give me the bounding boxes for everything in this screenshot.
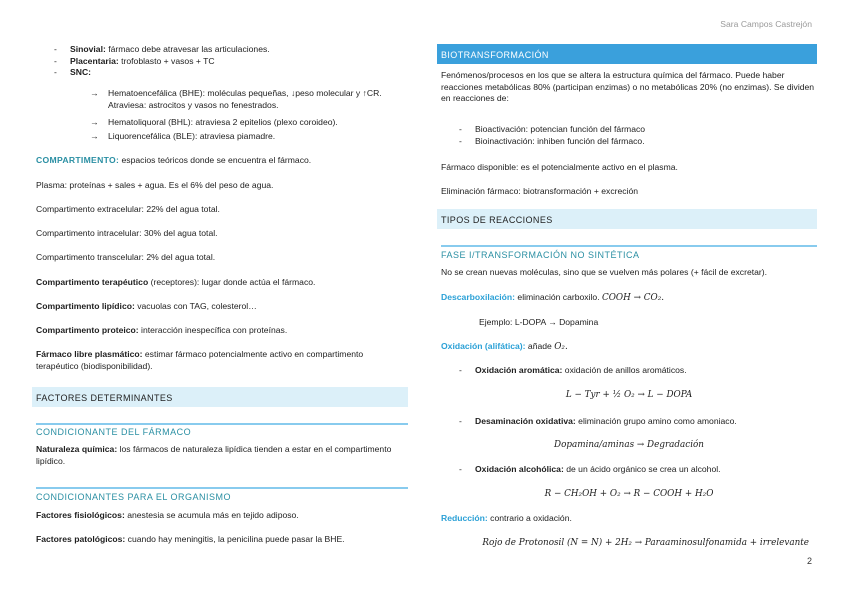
- lipidico-text: Compartimento lipídico: vacuolas con TAG, colesterol…: [36, 301, 257, 311]
- list-item: - Placentaria: trofoblasto + vasos + TC: [54, 56, 406, 68]
- list-item: - SNC:: [54, 67, 406, 79]
- fase1-text: No se crean nuevas moléculas, sino que se vuelven más polares (+ fácil de excretar).: [441, 267, 768, 277]
- compartimento-def: COMPARTIMENTO: espacios teóricos donde se encuentra el fármaco.: [36, 155, 312, 165]
- reacciones-list: [459, 124, 817, 147]
- tipos-heading: TIPOS DE REACCIONES: [437, 209, 817, 229]
- list-item: - Bioinactivación: inhiben función del fármaco.: [459, 136, 817, 148]
- arrow-icon: →: [90, 117, 99, 127]
- list-item: - Oxidación aromática: oxidación de anillos aromáticos.: [459, 365, 817, 377]
- page-number: 2: [806, 556, 812, 566]
- proteico-text: Compartimento proteico: interacción inespecífica con proteínas.: [36, 325, 288, 335]
- list-item: - Bioactivación: potencian función del fármaco: [459, 124, 817, 136]
- oxidacion-text: Oxidación (alifática): añade O₂.: [441, 341, 568, 352]
- patologicos-text: Factores patológicos: cuando hay meningitis, la penicilina puede pasar la BHE.: [36, 534, 345, 544]
- terapeutico-text: Compartimento terapéutico (receptores): lugar donde actúa el fármaco.: [36, 277, 316, 287]
- list-item: - Oxidación alcohólica: de un ácido orgánico se crea un alcohol.: [459, 464, 817, 476]
- list-item: - Sinovial: fármaco debe atravesar las articulaciones.: [54, 44, 406, 56]
- divider: [36, 487, 408, 489]
- biotrans-heading: BIOTRANSFORMACIÓN: [437, 44, 817, 64]
- eliminacion-text: Eliminación fármaco: biotransformación + excreción: [441, 186, 639, 196]
- plasma-text: Plasma: proteínas + sales + agua. Es el 6% del peso de agua.: [36, 180, 274, 190]
- snc-item: → Liquorencefálica (BLE): atraviesa piamadre.: [90, 131, 276, 141]
- reduccion-text: Reducción: contrario a oxidación.: [441, 513, 572, 523]
- ejemplo-text: Ejemplo: L-DOPA → Dopamina: [479, 317, 599, 327]
- equation-aromatica: L − Tyr + ½ O₂ → L − DOPA: [565, 390, 693, 400]
- aromatica-item: [459, 365, 817, 377]
- alcoholica-item: [459, 464, 817, 476]
- descarbox-text: Descarboxilación: eliminación carboxilo. COOH → CO₂.: [441, 292, 665, 303]
- desaminacion-item: [459, 416, 817, 428]
- naturaleza-text: Naturaleza química: los fármacos de naturaleza lipídica tienden a estar en el compartimento lipídico.: [36, 444, 392, 466]
- libre-text: Fármaco libre plasmático: estimar fármaco potencialmente activo en compartimento terapéutico (biodisponibilidad).: [36, 349, 364, 371]
- disponible-text: Fármaco disponible: es el potencialmente activo en el plasma.: [441, 162, 678, 172]
- transcelular-text: Compartimento transcelular: 2% del agua total.: [36, 252, 216, 262]
- snc-item: → Hematoencefálica (BHE): moléculas pequeñas, ↓peso molecular y ↑CR. Atraviesa: astrocitos y vasos no fenestrados.: [90, 88, 382, 110]
- divider: [441, 245, 817, 247]
- equation-reduccion: Rojo de Protonosil (N = N) + 2H₂ → Paraaminosulfonamida + irrelevante: [482, 538, 809, 548]
- author-name: Sara Campos Castrejón: [720, 19, 812, 29]
- extracelular-text: Compartimento extracelular: 22% del agua total.: [36, 204, 220, 214]
- fisiologicos-text: Factores fisiológicos: anestesia se acumula más en tejido adiposo.: [36, 510, 299, 520]
- fase1-heading: FASE I/TRANSFORMACIÓN NO SINTÉTICA: [441, 250, 640, 260]
- biotrans-text: Fenómenos/procesos en los que se altera la estructura química del fármaco. Puede haber reacciones metabólicas 80% (participan enzimas) o no metabólicas 20% (no enzimas). Se dividen en reacciones de:: [441, 70, 815, 104]
- equation-desaminacion: Dopamina/aminas → Degradación: [554, 440, 704, 450]
- divider: [36, 423, 408, 425]
- cond-farmaco-heading: CONDICIONANTE DEL FÁRMACO: [36, 427, 192, 437]
- list-item: - Desaminación oxidativa: eliminación grupo amino como amoniaco.: [459, 416, 817, 428]
- arrow-icon: →: [90, 88, 99, 98]
- cond-org-heading: CONDICIONANTES PARA EL ORGANISMO: [36, 492, 232, 502]
- equation-alcoholica: R − CH₂OH + O₂ → R − COOH + H₂O: [544, 489, 714, 499]
- barrier-list: [54, 44, 406, 79]
- intracelular-text: Compartimento intracelular: 30% del agua total.: [36, 228, 218, 238]
- arrow-icon: →: [90, 131, 99, 141]
- snc-item: → Hematoliquoral (BHL): atraviesa 2 epitelios (plexo coroideo).: [90, 117, 338, 127]
- factores-heading: FACTORES DETERMINANTES: [32, 387, 408, 407]
